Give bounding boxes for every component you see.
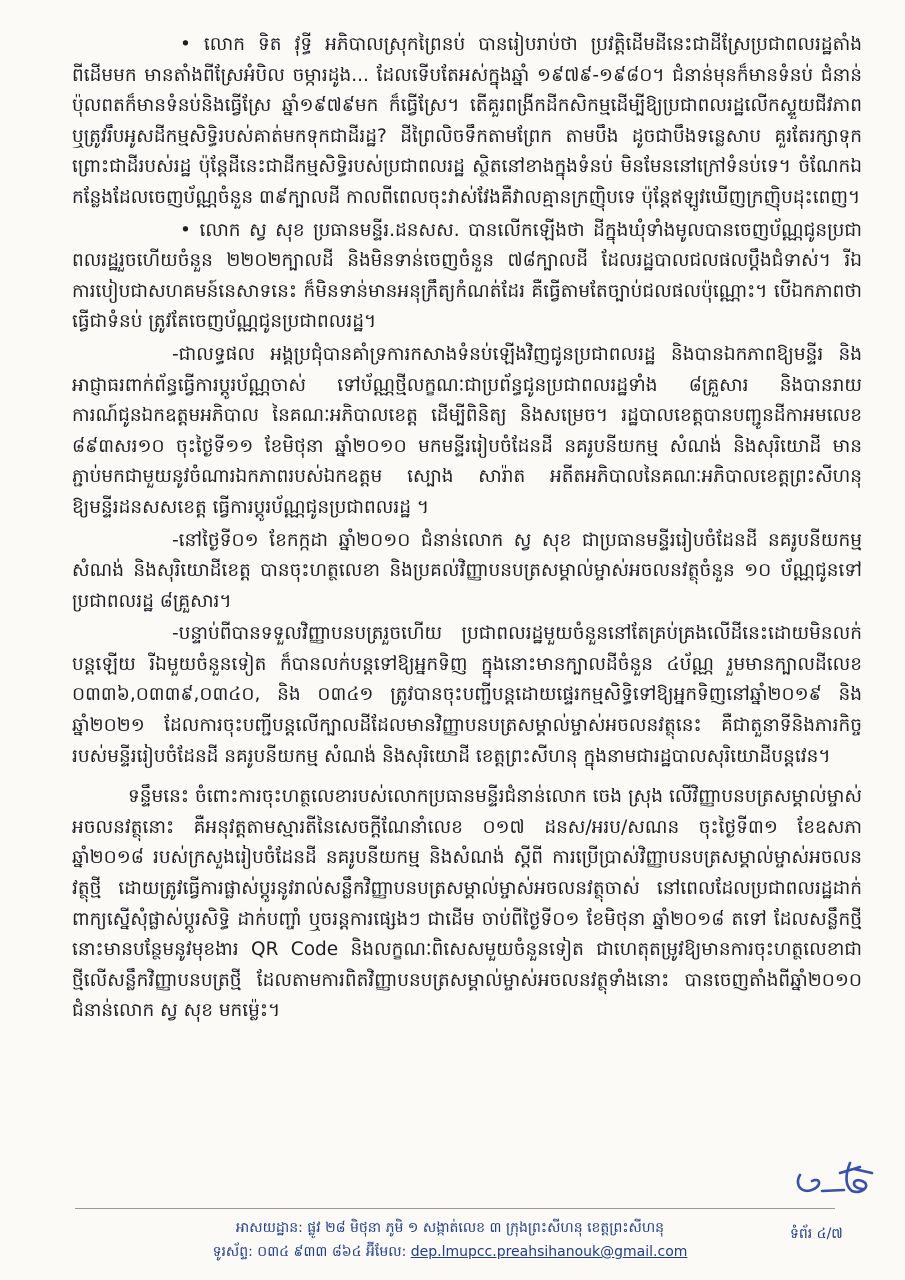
document-body (72, 30, 862, 1029)
paragraph-resale: -បន្ទាប់ពីបានទទួលវិញ្ញាបនបត្ររួចហើយ ប្រជាពលរដ្ឋមួយចំនួននៅតែគ្រប់គ្រងលើដីនេះដោយមិនលក់បន្តឡើយ រីឯមួយចំនួនទៀត ក៏បានលក់បន្តទៅឱ្យអ្នកទិញ ក្នុងនោះមានក្បាលដីចំនួន ៤ប័ណ្ណ រួមមានក្បាលដីលេខ ០៣៣៦,០៣៣៩,០៣៤០, និង ០៣៤១ ត្រូវបានចុះបញ្ជីបន្តដោយផ្ទេរកម្មសិទ្ធិទៅឱ្យអ្នកទិញនៅឆ្នាំ២០១៩ និងឆ្នាំ២០២១ ដែលការចុះបញ្ជីបន្តលើក្បាលដីដែលមានវិញ្ញាបនបត្រសម្គាល់ម្ចាស់អចលនវត្ថុនេះ គឺជាតួនាទីនិងភារកិច្ចរបស់មន្ទីររៀបចំដែនដី នគរូបនីយកម្ម សំណង់ និងសុរិយោដី ខេត្តព្រះសីហនុ ក្នុងនាមជារដ្ឋបាលសុរិយោដីបន្តវេន។ (72, 623, 862, 767)
paragraph-result: -ជាលទ្ធផល អង្គប្រជុំបានគាំទ្រការកសាងទំនប់ឡើងវិញជូនប្រជាពលរដ្ឋ និងបានឯកភាពឱ្យមន្ទីរ និងអាជ្ញាធរពាក់ព័ន្ធធ្វើការប្តូរប័ណ្ណចាស់ ទៅប័ណ្ណថ្មីលក្ខណៈជាប្រព័ន្ធជូនប្រជាពលរដ្ឋទាំង ៨គ្រួសារ និងបានរាយការណ៍ជូនឯកឧត្តមអភិបាល នៃគណៈអភិបាលខេត្ត ដើម្បីពិនិត្យ និងសម្រេច។ រដ្ឋបាលខេត្តបានបញ្ជូនដីកាអមលេខ ៨៩៣សរ១០ ចុះថ្ងៃទី១១ ខែមិថុនា ឆ្នាំ២០១០ មកមន្ទីររៀបចំដែនដី នគរូបនីយកម្ម សំណង់ និងសុរិយោដី មានភ្ជាប់មកជាមួយនូវចំណារឯកភាពរបស់ឯកឧត្តម ស្បោង សារ៉ាត អតីតអភិបាលនៃគណៈអភិបាលខេត្តព្រះសីហនុ ឱ្យមន្ទីរដនសសខេត្ត ធ្វើការប្តូរប័ណ្ណជូនប្រជាពលរដ្ឋ ។ (72, 343, 862, 518)
paragraph-signature-explanation: ទន្ទឹមនេះ ចំពោះការចុះហត្ថលេខារបស់លោកប្រធានមន្ទីរជំនាន់លោក ចេង ស្រុង លើវិញ្ញាបនបត្រសម្គាល់ម្ចាស់អចលនវត្ថុនោះ គឺអនុវត្តតាមស្មារតីនៃសេចក្តីណែនាំលេខ ០១៧ ដនស/អរប/សណន ចុះថ្ងៃទី៣១ ខែឧសភា ឆ្នាំ២០១៨ របស់ក្រសួងរៀបចំដែនដី នគរូបនីយកម្ម និងសំណង់ ស្តីពី ការប្រើប្រាស់វិញ្ញាបនបត្រសម្គាល់ម្ចាស់អចលនវត្ថុថ្មី ដោយត្រូវធ្វើការផ្លាស់ប្តូរនូវរាល់សន្លឹកវិញ្ញាបនបត្រសម្គាល់ម្ចាស់អចលនវត្ថុចាស់ នៅពេលដែលប្រជាពលរដ្ឋដាក់ពាក្យស្នើសុំផ្លាស់ប្តូរសិទ្ធិ ដាក់បញ្ចាំ ឬចរន្តការផ្សេងៗ ជាដើម ចាប់ពីថ្ងៃទី០១ ខែមិថុនា ឆ្នាំ២០១៨ តទៅ ដែលសន្លឹកថ្មីនោះមានបន្ថែមនូវមុខងារ QR Code និងលក្ខណៈពិសេសមួយចំនួនទៀត ជាហេតុតម្រូវឱ្យមានការចុះហត្ថលេខាជាថ្មីលើសន្លឹកវិញ្ញាបនបត្រថ្មី ដែលតាមការពិតវិញ្ញាបនបត្រសម្គាល់ម្ចាស់អចលនវត្ថុទាំងនោះ បានចេញតាំងពីឆ្នាំ២០១០ ជំនាន់លោក ស្វ សុខ មកម្ល៉េះ។ (72, 786, 862, 1022)
page-number: ទំព័រ ៤/៧ (790, 1226, 843, 1242)
footer-contact (170, 1240, 730, 1264)
paragraph-department-director: • លោក ស្វ សុខ ប្រធានមន្ទីរ.ដនសស. បានលើកឡើងថា ដីក្នុងឃុំទាំងមូលបានចេញប័ណ្ណជូនប្រជាពលរដ្ឋរួចហើយចំនួន ២២០២ក្បាលដី និងមិនទាន់ចេញចំនួន ៧៨ក្បាលដី ដែលរដ្ឋបាលជលផលប្តឹងជំទាស់។ រីឯការបៀបជាសហគមន៍នេសាទនេះ ក៏មិនទាន់មានអនុក្រឹត្យកំណត់ដែរ គឺធ្វើតាមតែច្បាប់ជលផលប៉ុណ្ណោះ។ បើឯកភាពថាធ្វើជាទំនប់ ត្រូវតែចេញប័ណ្ណជូនប្រជាពលរដ្ឋ។ (72, 219, 862, 333)
footer (170, 1216, 730, 1264)
footer-phone: ទូរស័ព្ទ: ០៣៤ ៩៣៣ ៨៦៤ អ៊ីមែល: (212, 1244, 411, 1260)
paragraph-title-handover: -នៅថ្ងៃទី០១ ខែកក្កដា ឆ្នាំ២០១០ ជំនាន់លោក ស្វ សុខ ជាប្រធានមន្ទីររៀបចំដែនដី នគរូបនីយកម្ម សំណង់ និងសុរិយោដីខេត្ត បានចុះហត្ថលេខា និងប្រគល់វិញ្ញាបនបត្រសម្គាល់ម្ចាស់អចលនវត្ថុចំនួន ១០ ប័ណ្ណជូនទៅប្រជាពលរដ្ឋ ៨គ្រួសារ។ (72, 529, 862, 612)
footer-address: អាសយដ្ឋាន: ផ្លូវ ២៨ មិថុនា ភូមិ ១ សង្កាត់លេខ ៣ ក្រុងព្រះសីហនុ ខេត្តព្រះសីហនុ (235, 1220, 665, 1236)
footer-email-link[interactable]: dep.lmupcc.preahsihanouk@gmail.com (410, 1244, 688, 1260)
signature-initials (792, 1155, 887, 1200)
footer-divider (75, 1208, 835, 1209)
paragraph-district-governor: • លោក ទិត វុទ្ធី អភិបាលស្រុកព្រៃនប់ បានរៀបរាប់ថា ប្រវត្តិដើមដីនេះជាដីស្រែប្រជាពលរដ្ឋតាំងពីដើមមក មានតាំងពីស្រែអំបិល ចម្ការដូង... ដែលទើបតែអស់ក្នុងឆ្នាំ ១៩៧៩-១៩៨០។ ជំនាន់មុនក៏មានទំនប់ ជំនាន់ប៉ុលពតក៏មានទំនប់និងធ្វើស្រែ ឆ្នាំ១៩៧៩មក ក៏ធ្វើស្រែ។ តើគួរពង្រីកដីកសិកម្មដើម្បីឱ្យប្រជាពលរដ្ឋលើកស្ទួយជីវភាព ឬត្រូវរឹបអូសដីកម្មសិទ្ធិរបស់គាត់មកទុកជាដីរដ្ឋ? ដីព្រៃលិចទឹកតាមព្រែក តាមបឹង ដូចជាបឹងទន្លេសាប គួរតែរក្សាទុកព្រោះជាដីរបស់រដ្ឋ ប៉ុន្តែដីនេះជាដីកម្មសិទ្ធិរបស់ប្រជាពលរដ្ឋ ស្ថិតនៅខាងក្នុងទំនប់ មិនមែននៅក្រៅទំនប់ទេ។ ចំណែកឯកន្លែងដែលចេញប័ណ្ណចំនួន ៣៩ក្បាលដី កាលពីពេលចុះវាស់វែងគឺវាលគ្មានក្រញ៉ិបទេ ប៉ុន្តែឥឡូវឃើញក្រញ៉ិបដុះពេញ។ (72, 34, 862, 208)
